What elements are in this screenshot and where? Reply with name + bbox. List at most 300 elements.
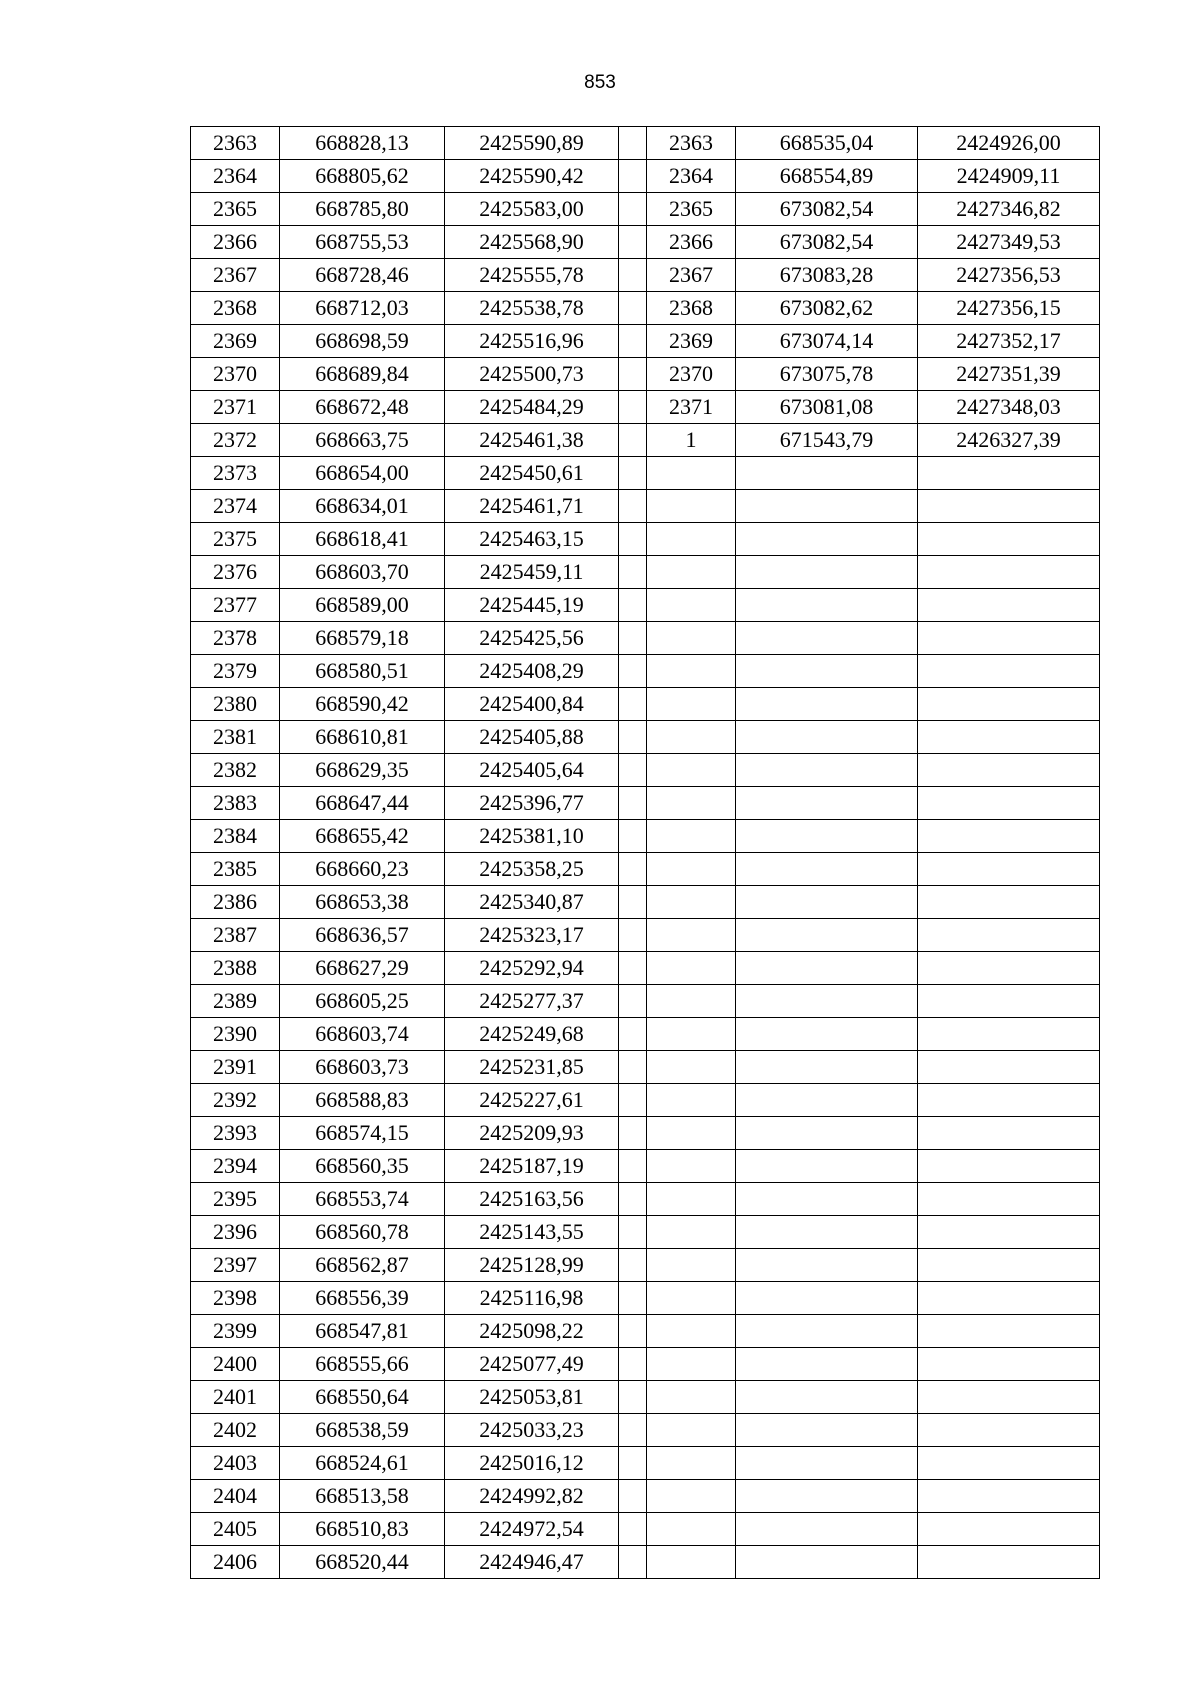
right-y-coordinate-cell — [918, 820, 1100, 853]
right-point-number-cell — [647, 952, 736, 985]
left-y-coordinate-cell: 2425053,81 — [445, 1381, 619, 1414]
table-row — [191, 226, 1100, 259]
separator-cell — [619, 160, 647, 193]
left-y-coordinate-cell: 2425209,93 — [445, 1117, 619, 1150]
left-x-coordinate-cell: 668538,59 — [280, 1414, 445, 1447]
table-row — [191, 391, 1100, 424]
right-x-coordinate-cell — [736, 523, 918, 556]
right-x-coordinate-cell — [736, 853, 918, 886]
left-y-coordinate-cell: 2425445,19 — [445, 589, 619, 622]
left-y-coordinate-cell: 2425516,96 — [445, 325, 619, 358]
right-point-number-cell — [647, 1546, 736, 1579]
left-y-coordinate-cell: 2425396,77 — [445, 787, 619, 820]
right-y-coordinate-cell — [918, 1249, 1100, 1282]
right-point-number-cell — [647, 1018, 736, 1051]
table-row — [191, 457, 1100, 490]
right-x-coordinate-cell — [736, 1414, 918, 1447]
left-y-coordinate-cell: 2425381,10 — [445, 820, 619, 853]
right-y-coordinate-cell — [918, 1414, 1100, 1447]
table-row — [191, 1084, 1100, 1117]
right-point-number-cell — [647, 589, 736, 622]
right-x-coordinate-cell — [736, 622, 918, 655]
separator-cell — [619, 325, 647, 358]
left-x-coordinate-cell: 668603,73 — [280, 1051, 445, 1084]
right-y-coordinate-cell: 2427346,82 — [918, 193, 1100, 226]
left-x-coordinate-cell: 668689,84 — [280, 358, 445, 391]
right-point-number-cell: 2365 — [647, 193, 736, 226]
left-point-number-cell: 2391 — [191, 1051, 280, 1084]
table-row — [191, 358, 1100, 391]
right-x-coordinate-cell — [736, 919, 918, 952]
left-y-coordinate-cell: 2425163,56 — [445, 1183, 619, 1216]
left-point-number-cell: 2380 — [191, 688, 280, 721]
separator-cell — [619, 556, 647, 589]
left-y-coordinate-cell: 2425484,29 — [445, 391, 619, 424]
table-row — [191, 622, 1100, 655]
right-x-coordinate-cell: 673081,08 — [736, 391, 918, 424]
left-x-coordinate-cell: 668524,61 — [280, 1447, 445, 1480]
left-x-coordinate-cell: 668629,35 — [280, 754, 445, 787]
left-y-coordinate-cell: 2425463,15 — [445, 523, 619, 556]
right-point-number-cell — [647, 754, 736, 787]
left-y-coordinate-cell: 2425461,38 — [445, 424, 619, 457]
left-point-number-cell: 2393 — [191, 1117, 280, 1150]
right-y-coordinate-cell — [918, 556, 1100, 589]
right-x-coordinate-cell — [736, 787, 918, 820]
left-point-number-cell: 2404 — [191, 1480, 280, 1513]
right-point-number-cell — [647, 1282, 736, 1315]
left-x-coordinate-cell: 668653,38 — [280, 886, 445, 919]
right-point-number-cell — [647, 1150, 736, 1183]
left-y-coordinate-cell: 2425461,71 — [445, 490, 619, 523]
left-y-coordinate-cell: 2425568,90 — [445, 226, 619, 259]
left-y-coordinate-cell: 2425143,55 — [445, 1216, 619, 1249]
right-y-coordinate-cell — [918, 1348, 1100, 1381]
right-y-coordinate-cell — [918, 754, 1100, 787]
right-point-number-cell — [647, 853, 736, 886]
left-point-number-cell: 2378 — [191, 622, 280, 655]
right-x-coordinate-cell — [736, 1084, 918, 1117]
left-x-coordinate-cell: 668603,70 — [280, 556, 445, 589]
left-point-number-cell: 2395 — [191, 1183, 280, 1216]
left-x-coordinate-cell: 668574,15 — [280, 1117, 445, 1150]
right-y-coordinate-cell — [918, 688, 1100, 721]
separator-cell — [619, 1249, 647, 1282]
left-point-number-cell: 2405 — [191, 1513, 280, 1546]
left-y-coordinate-cell: 2425249,68 — [445, 1018, 619, 1051]
left-x-coordinate-cell: 668589,00 — [280, 589, 445, 622]
left-point-number-cell: 2364 — [191, 160, 280, 193]
separator-cell — [619, 1018, 647, 1051]
left-y-coordinate-cell: 2425590,89 — [445, 127, 619, 160]
separator-cell — [619, 985, 647, 1018]
separator-cell — [619, 655, 647, 688]
right-point-number-cell: 2371 — [647, 391, 736, 424]
right-point-number-cell — [647, 1348, 736, 1381]
right-y-coordinate-cell — [918, 655, 1100, 688]
right-y-coordinate-cell — [918, 1018, 1100, 1051]
left-x-coordinate-cell: 668590,42 — [280, 688, 445, 721]
left-point-number-cell: 2384 — [191, 820, 280, 853]
right-x-coordinate-cell — [736, 952, 918, 985]
right-x-coordinate-cell: 668554,89 — [736, 160, 918, 193]
right-x-coordinate-cell — [736, 1513, 918, 1546]
left-x-coordinate-cell: 668654,00 — [280, 457, 445, 490]
right-point-number-cell — [647, 1183, 736, 1216]
left-y-coordinate-cell: 2425583,00 — [445, 193, 619, 226]
right-point-number-cell — [647, 655, 736, 688]
right-point-number-cell — [647, 1084, 736, 1117]
left-x-coordinate-cell: 668520,44 — [280, 1546, 445, 1579]
right-x-coordinate-cell — [736, 1315, 918, 1348]
right-y-coordinate-cell — [918, 589, 1100, 622]
right-y-coordinate-cell — [918, 721, 1100, 754]
table-row — [191, 160, 1100, 193]
left-point-number-cell: 2382 — [191, 754, 280, 787]
table-row — [191, 1513, 1100, 1546]
right-x-coordinate-cell — [736, 1183, 918, 1216]
separator-cell — [619, 457, 647, 490]
right-point-number-cell — [647, 1447, 736, 1480]
table-row — [191, 1414, 1100, 1447]
left-y-coordinate-cell: 2425098,22 — [445, 1315, 619, 1348]
left-y-coordinate-cell: 2425590,42 — [445, 160, 619, 193]
left-x-coordinate-cell: 668603,74 — [280, 1018, 445, 1051]
left-point-number-cell: 2366 — [191, 226, 280, 259]
right-point-number-cell: 2370 — [647, 358, 736, 391]
right-x-coordinate-cell: 673082,54 — [736, 226, 918, 259]
table-row — [191, 523, 1100, 556]
separator-cell — [619, 688, 647, 721]
right-point-number-cell — [647, 1051, 736, 1084]
table-row — [191, 1315, 1100, 1348]
separator-cell — [619, 1513, 647, 1546]
right-point-number-cell: 2368 — [647, 292, 736, 325]
right-point-number-cell — [647, 1249, 736, 1282]
table-row — [191, 292, 1100, 325]
right-x-coordinate-cell — [736, 1381, 918, 1414]
left-y-coordinate-cell: 2425128,99 — [445, 1249, 619, 1282]
right-y-coordinate-cell — [918, 787, 1100, 820]
right-y-coordinate-cell — [918, 1117, 1100, 1150]
right-y-coordinate-cell — [918, 1315, 1100, 1348]
right-x-coordinate-cell — [736, 721, 918, 754]
table-row — [191, 721, 1100, 754]
left-point-number-cell: 2394 — [191, 1150, 280, 1183]
left-y-coordinate-cell: 2425408,29 — [445, 655, 619, 688]
left-x-coordinate-cell: 668655,42 — [280, 820, 445, 853]
left-y-coordinate-cell: 2425405,88 — [445, 721, 619, 754]
left-x-coordinate-cell: 668728,46 — [280, 259, 445, 292]
separator-cell — [619, 787, 647, 820]
table-row — [191, 853, 1100, 886]
coordinates-table — [190, 126, 1100, 1579]
right-y-coordinate-cell — [918, 1150, 1100, 1183]
left-point-number-cell: 2389 — [191, 985, 280, 1018]
right-x-coordinate-cell — [736, 655, 918, 688]
right-y-coordinate-cell — [918, 1051, 1100, 1084]
left-point-number-cell: 2365 — [191, 193, 280, 226]
separator-cell — [619, 820, 647, 853]
right-point-number-cell — [647, 1381, 736, 1414]
right-x-coordinate-cell: 668535,04 — [736, 127, 918, 160]
table-row — [191, 490, 1100, 523]
table-row — [191, 820, 1100, 853]
table-row — [191, 655, 1100, 688]
left-point-number-cell: 2397 — [191, 1249, 280, 1282]
separator-cell — [619, 1084, 647, 1117]
right-point-number-cell — [647, 985, 736, 1018]
left-point-number-cell: 2371 — [191, 391, 280, 424]
left-x-coordinate-cell: 668634,01 — [280, 490, 445, 523]
right-x-coordinate-cell: 673082,62 — [736, 292, 918, 325]
page-number: 853 — [584, 72, 616, 93]
table-row — [191, 985, 1100, 1018]
right-y-coordinate-cell — [918, 853, 1100, 886]
right-y-coordinate-cell — [918, 490, 1100, 523]
left-point-number-cell: 2376 — [191, 556, 280, 589]
left-x-coordinate-cell: 668663,75 — [280, 424, 445, 457]
left-y-coordinate-cell: 2425016,12 — [445, 1447, 619, 1480]
left-point-number-cell: 2386 — [191, 886, 280, 919]
right-point-number-cell — [647, 523, 736, 556]
right-x-coordinate-cell — [736, 688, 918, 721]
right-y-coordinate-cell: 2426327,39 — [918, 424, 1100, 457]
right-point-number-cell — [647, 490, 736, 523]
separator-cell — [619, 490, 647, 523]
right-point-number-cell — [647, 1216, 736, 1249]
left-x-coordinate-cell: 668785,80 — [280, 193, 445, 226]
left-point-number-cell: 2398 — [191, 1282, 280, 1315]
separator-cell — [619, 721, 647, 754]
left-x-coordinate-cell: 668560,78 — [280, 1216, 445, 1249]
table-row — [191, 1546, 1100, 1579]
right-y-coordinate-cell: 2427352,17 — [918, 325, 1100, 358]
right-x-coordinate-cell — [736, 1051, 918, 1084]
right-x-coordinate-cell — [736, 1216, 918, 1249]
left-point-number-cell: 2396 — [191, 1216, 280, 1249]
right-x-coordinate-cell — [736, 490, 918, 523]
right-point-number-cell: 2366 — [647, 226, 736, 259]
left-y-coordinate-cell: 2425231,85 — [445, 1051, 619, 1084]
left-point-number-cell: 2400 — [191, 1348, 280, 1381]
right-y-coordinate-cell — [918, 1282, 1100, 1315]
left-y-coordinate-cell: 2424946,47 — [445, 1546, 619, 1579]
left-point-number-cell: 2390 — [191, 1018, 280, 1051]
left-x-coordinate-cell: 668660,23 — [280, 853, 445, 886]
separator-cell — [619, 523, 647, 556]
right-y-coordinate-cell — [918, 523, 1100, 556]
right-y-coordinate-cell — [918, 1480, 1100, 1513]
left-point-number-cell: 2369 — [191, 325, 280, 358]
right-x-coordinate-cell: 673074,14 — [736, 325, 918, 358]
separator-cell — [619, 424, 647, 457]
right-point-number-cell — [647, 1117, 736, 1150]
left-point-number-cell: 2402 — [191, 1414, 280, 1447]
right-point-number-cell — [647, 1513, 736, 1546]
separator-cell — [619, 1480, 647, 1513]
left-point-number-cell: 2401 — [191, 1381, 280, 1414]
right-x-coordinate-cell — [736, 556, 918, 589]
right-point-number-cell — [647, 1480, 736, 1513]
right-x-coordinate-cell — [736, 1348, 918, 1381]
left-y-coordinate-cell: 2425077,49 — [445, 1348, 619, 1381]
right-x-coordinate-cell — [736, 457, 918, 490]
right-y-coordinate-cell — [918, 1447, 1100, 1480]
left-x-coordinate-cell: 668618,41 — [280, 523, 445, 556]
left-x-coordinate-cell: 668627,29 — [280, 952, 445, 985]
table-row — [191, 325, 1100, 358]
separator-cell — [619, 226, 647, 259]
table-row — [191, 1183, 1100, 1216]
left-y-coordinate-cell: 2425323,17 — [445, 919, 619, 952]
left-y-coordinate-cell: 2425450,61 — [445, 457, 619, 490]
separator-cell — [619, 358, 647, 391]
right-x-coordinate-cell: 671543,79 — [736, 424, 918, 457]
table-row — [191, 1150, 1100, 1183]
separator-cell — [619, 1315, 647, 1348]
left-x-coordinate-cell: 668698,59 — [280, 325, 445, 358]
coordinates-table-body — [191, 127, 1100, 1579]
table-row — [191, 919, 1100, 952]
left-point-number-cell: 2387 — [191, 919, 280, 952]
left-y-coordinate-cell: 2425340,87 — [445, 886, 619, 919]
table-row — [191, 787, 1100, 820]
right-x-coordinate-cell — [736, 1282, 918, 1315]
right-y-coordinate-cell — [918, 1513, 1100, 1546]
left-y-coordinate-cell: 2425555,78 — [445, 259, 619, 292]
left-y-coordinate-cell: 2425538,78 — [445, 292, 619, 325]
separator-cell — [619, 1216, 647, 1249]
table-row — [191, 1051, 1100, 1084]
table-row — [191, 688, 1100, 721]
right-point-number-cell: 2369 — [647, 325, 736, 358]
right-point-number-cell — [647, 721, 736, 754]
left-point-number-cell: 2370 — [191, 358, 280, 391]
left-x-coordinate-cell: 668556,39 — [280, 1282, 445, 1315]
right-x-coordinate-cell — [736, 985, 918, 1018]
separator-cell — [619, 1447, 647, 1480]
left-x-coordinate-cell: 668580,51 — [280, 655, 445, 688]
separator-cell — [619, 1117, 647, 1150]
right-x-coordinate-cell — [736, 886, 918, 919]
right-x-coordinate-cell — [736, 1150, 918, 1183]
left-y-coordinate-cell: 2425425,56 — [445, 622, 619, 655]
right-y-coordinate-cell — [918, 1381, 1100, 1414]
separator-cell — [619, 127, 647, 160]
right-y-coordinate-cell: 2427349,53 — [918, 226, 1100, 259]
right-x-coordinate-cell — [736, 754, 918, 787]
right-x-coordinate-cell — [736, 1480, 918, 1513]
right-y-coordinate-cell — [918, 1216, 1100, 1249]
left-point-number-cell: 2379 — [191, 655, 280, 688]
table-row — [191, 1018, 1100, 1051]
right-y-coordinate-cell: 2424926,00 — [918, 127, 1100, 160]
separator-cell — [619, 1150, 647, 1183]
right-point-number-cell — [647, 820, 736, 853]
right-x-coordinate-cell — [736, 1447, 918, 1480]
separator-cell — [619, 292, 647, 325]
right-point-number-cell — [647, 1315, 736, 1348]
left-x-coordinate-cell: 668610,81 — [280, 721, 445, 754]
right-point-number-cell: 2364 — [647, 160, 736, 193]
left-y-coordinate-cell: 2425033,23 — [445, 1414, 619, 1447]
right-point-number-cell — [647, 919, 736, 952]
left-point-number-cell: 2363 — [191, 127, 280, 160]
left-x-coordinate-cell: 668588,83 — [280, 1084, 445, 1117]
left-x-coordinate-cell: 668755,53 — [280, 226, 445, 259]
right-x-coordinate-cell — [736, 1546, 918, 1579]
right-x-coordinate-cell: 673082,54 — [736, 193, 918, 226]
left-x-coordinate-cell: 668513,58 — [280, 1480, 445, 1513]
separator-cell — [619, 1381, 647, 1414]
table-row — [191, 556, 1100, 589]
table-row — [191, 1447, 1100, 1480]
left-x-coordinate-cell: 668562,87 — [280, 1249, 445, 1282]
separator-cell — [619, 391, 647, 424]
right-y-coordinate-cell: 2427348,03 — [918, 391, 1100, 424]
left-point-number-cell: 2406 — [191, 1546, 280, 1579]
left-x-coordinate-cell: 668553,74 — [280, 1183, 445, 1216]
left-y-coordinate-cell: 2425459,11 — [445, 556, 619, 589]
table-row — [191, 1282, 1100, 1315]
left-x-coordinate-cell: 668636,57 — [280, 919, 445, 952]
right-point-number-cell: 2363 — [647, 127, 736, 160]
right-point-number-cell — [647, 457, 736, 490]
left-point-number-cell: 2377 — [191, 589, 280, 622]
right-point-number-cell — [647, 622, 736, 655]
right-point-number-cell: 2367 — [647, 259, 736, 292]
table-row — [191, 259, 1100, 292]
separator-cell — [619, 886, 647, 919]
left-point-number-cell: 2385 — [191, 853, 280, 886]
left-point-number-cell: 2372 — [191, 424, 280, 457]
left-point-number-cell: 2367 — [191, 259, 280, 292]
separator-cell — [619, 1051, 647, 1084]
left-point-number-cell: 2403 — [191, 1447, 280, 1480]
table-row — [191, 1348, 1100, 1381]
separator-cell — [619, 853, 647, 886]
right-x-coordinate-cell — [736, 1117, 918, 1150]
left-x-coordinate-cell: 668579,18 — [280, 622, 445, 655]
right-point-number-cell — [647, 886, 736, 919]
left-point-number-cell: 2368 — [191, 292, 280, 325]
separator-cell — [619, 259, 647, 292]
separator-cell — [619, 1414, 647, 1447]
right-y-coordinate-cell — [918, 952, 1100, 985]
left-y-coordinate-cell: 2425400,84 — [445, 688, 619, 721]
right-x-coordinate-cell: 673083,28 — [736, 259, 918, 292]
table-row — [191, 1381, 1100, 1414]
table-row — [191, 1249, 1100, 1282]
table-row — [191, 127, 1100, 160]
left-x-coordinate-cell: 668547,81 — [280, 1315, 445, 1348]
right-y-coordinate-cell: 2427356,15 — [918, 292, 1100, 325]
left-y-coordinate-cell: 2425358,25 — [445, 853, 619, 886]
left-y-coordinate-cell: 2425292,94 — [445, 952, 619, 985]
right-point-number-cell — [647, 556, 736, 589]
separator-cell — [619, 1282, 647, 1315]
right-y-coordinate-cell: 2424909,11 — [918, 160, 1100, 193]
table-row — [191, 952, 1100, 985]
table-row — [191, 886, 1100, 919]
left-point-number-cell: 2373 — [191, 457, 280, 490]
left-y-coordinate-cell: 2425116,98 — [445, 1282, 619, 1315]
right-x-coordinate-cell — [736, 1249, 918, 1282]
left-x-coordinate-cell: 668555,66 — [280, 1348, 445, 1381]
left-point-number-cell: 2399 — [191, 1315, 280, 1348]
table-row — [191, 193, 1100, 226]
